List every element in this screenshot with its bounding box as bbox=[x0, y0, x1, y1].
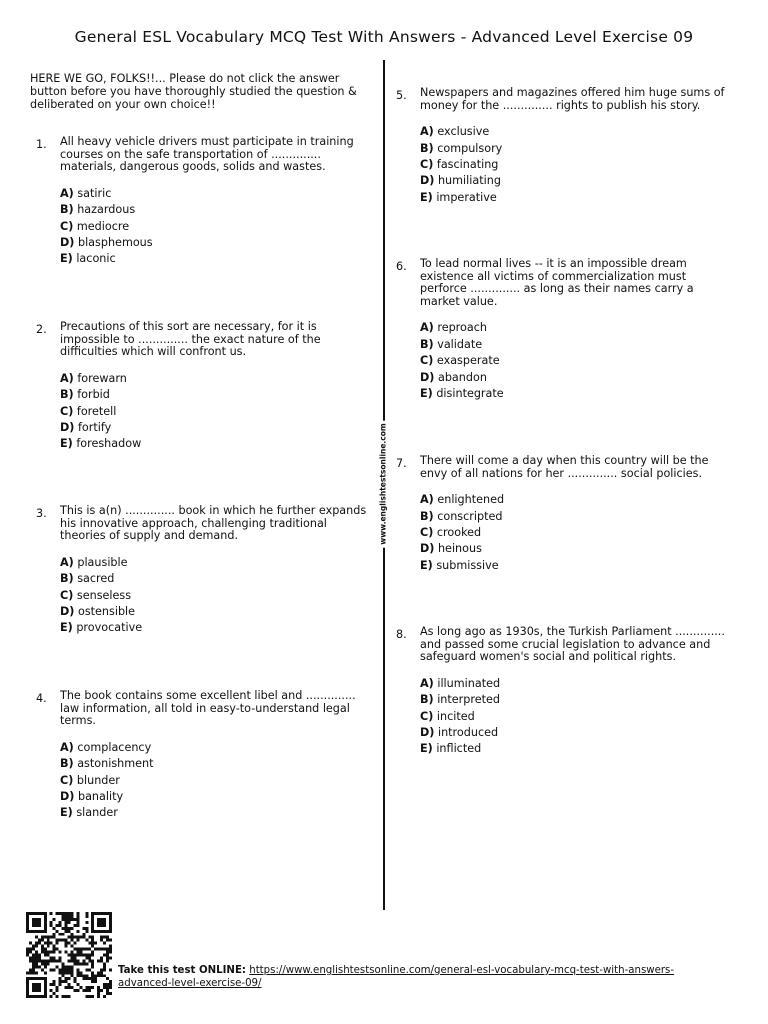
option-letter: B) bbox=[420, 141, 434, 155]
option-item bbox=[420, 541, 735, 557]
option-text: incited bbox=[436, 709, 475, 723]
option-item bbox=[60, 588, 375, 604]
option-item bbox=[60, 620, 375, 636]
option-list bbox=[420, 492, 735, 574]
option-letter: D) bbox=[420, 542, 435, 556]
qr-code-icon bbox=[24, 912, 114, 998]
option-text: exasperate bbox=[436, 354, 500, 368]
option-text: provocative bbox=[76, 621, 143, 635]
question-text: This is a(n) .............. book in which he further expands his innovative approach, challenging traditional theories of supply and demand. bbox=[60, 504, 367, 543]
option-item bbox=[60, 756, 375, 772]
option-letter: D) bbox=[60, 421, 75, 434]
option-text: interpreted bbox=[437, 693, 500, 707]
option-text: astonishment bbox=[77, 757, 154, 771]
option-text: illuminated bbox=[437, 676, 501, 690]
option-letter: C) bbox=[60, 404, 74, 418]
option-letter: C) bbox=[60, 588, 74, 602]
option-list bbox=[420, 676, 735, 758]
option-letter: E) bbox=[60, 621, 73, 635]
option-text: abandon bbox=[437, 370, 487, 384]
option-text: hazardous bbox=[77, 203, 136, 217]
option-item bbox=[60, 202, 375, 218]
option-item bbox=[420, 157, 735, 173]
option-item bbox=[420, 141, 735, 157]
option-item bbox=[60, 404, 375, 420]
option-item bbox=[60, 219, 375, 235]
option-item bbox=[420, 741, 735, 757]
option-item bbox=[420, 509, 735, 525]
option-item bbox=[420, 492, 735, 508]
footer bbox=[118, 964, 718, 990]
question-number: 5. bbox=[396, 89, 407, 102]
option-text: inflicted bbox=[436, 742, 482, 756]
option-letter: D) bbox=[60, 790, 75, 803]
option-letter: A) bbox=[420, 125, 434, 139]
question-7 bbox=[396, 455, 735, 574]
question-number: 3. bbox=[36, 507, 47, 520]
option-item bbox=[60, 805, 375, 821]
option-item bbox=[420, 337, 735, 353]
option-item bbox=[60, 235, 375, 251]
option-letter: D) bbox=[60, 236, 75, 249]
question-number: 8. bbox=[396, 628, 407, 641]
option-item bbox=[420, 558, 735, 574]
option-list bbox=[60, 555, 375, 637]
question-6 bbox=[396, 258, 735, 402]
question-3 bbox=[36, 505, 375, 637]
option-text: reproach bbox=[437, 321, 487, 335]
option-text: foreshadow bbox=[76, 437, 142, 451]
question-text: The book contains some excellent libel and .............. law information, all told in easy-to-understand legal terms. bbox=[60, 689, 356, 728]
option-text: banality bbox=[77, 790, 124, 803]
option-letter: C) bbox=[60, 219, 74, 233]
option-letter: A) bbox=[420, 493, 434, 507]
option-item bbox=[60, 773, 375, 789]
option-text: heinous bbox=[437, 542, 482, 556]
footer-link[interactable]: https://www.englishtestsonline.com/general-esl-vocabulary-mcq-test-with-answers-advanced-level-exercise-09/ bbox=[118, 965, 675, 989]
option-item bbox=[60, 371, 375, 387]
option-text: imperative bbox=[436, 190, 497, 204]
question-text: To lead normal lives -- it is an impossible dream existence all victims of commercialization must perforce .............. as long as their names carry a market value. bbox=[420, 257, 694, 308]
option-text: complacency bbox=[77, 740, 152, 754]
question-number: 2. bbox=[36, 323, 47, 336]
option-text: plausible bbox=[77, 555, 128, 569]
option-letter: A) bbox=[60, 371, 74, 385]
option-item bbox=[420, 353, 735, 369]
option-text: satiric bbox=[77, 186, 112, 200]
option-text: fortify bbox=[77, 421, 112, 434]
option-letter: C) bbox=[420, 709, 434, 723]
option-text: enlightened bbox=[437, 493, 505, 507]
option-letter: E) bbox=[60, 806, 73, 820]
option-letter: B) bbox=[60, 757, 74, 771]
option-text: laconic bbox=[76, 252, 116, 266]
option-item bbox=[420, 725, 735, 741]
option-text: validate bbox=[437, 337, 483, 351]
question-5 bbox=[396, 87, 735, 206]
option-list bbox=[60, 740, 375, 822]
option-letter: D) bbox=[420, 174, 435, 188]
option-text: senseless bbox=[76, 588, 132, 602]
option-letter: A) bbox=[60, 555, 74, 569]
option-item bbox=[60, 571, 375, 587]
option-item bbox=[60, 789, 375, 805]
option-item bbox=[60, 604, 375, 620]
option-letter: D) bbox=[420, 370, 435, 384]
option-text: blunder bbox=[76, 773, 120, 787]
option-list bbox=[420, 124, 735, 206]
option-letter: C) bbox=[420, 526, 434, 539]
question-text: There will come a day when this country will be the envy of all nations for her .............. social policies. bbox=[420, 454, 709, 480]
option-text: crooked bbox=[436, 526, 482, 539]
option-letter: B) bbox=[60, 572, 74, 586]
watermark: www.englishtestsonline.com bbox=[379, 420, 388, 547]
option-item bbox=[420, 525, 735, 541]
option-text: exclusive bbox=[437, 125, 490, 139]
option-item bbox=[420, 320, 735, 336]
option-item bbox=[420, 709, 735, 725]
option-letter: C) bbox=[420, 354, 434, 368]
question-text: All heavy vehicle drivers must participate in training courses on the safe transportation of .............. materials, dangerous goods, solids and wastes. bbox=[60, 135, 354, 174]
question-text: Newspapers and magazines offered him huge sums of money for the .............. rights to publish his story. bbox=[420, 86, 725, 112]
option-letter: B) bbox=[60, 388, 74, 402]
option-item bbox=[420, 386, 735, 402]
option-letter: A) bbox=[60, 186, 74, 200]
option-item bbox=[60, 436, 375, 452]
option-item bbox=[420, 692, 735, 708]
option-letter: A) bbox=[60, 740, 74, 754]
option-text: blasphemous bbox=[77, 236, 153, 249]
option-letter: E) bbox=[420, 387, 433, 400]
option-letter: D) bbox=[60, 605, 75, 618]
option-item bbox=[60, 420, 375, 436]
option-letter: E) bbox=[420, 742, 433, 756]
option-text: disintegrate bbox=[436, 387, 504, 400]
option-item bbox=[60, 740, 375, 756]
option-letter: B) bbox=[420, 693, 434, 707]
option-text: slander bbox=[76, 806, 118, 820]
option-item bbox=[60, 555, 375, 571]
option-text: introduced bbox=[437, 726, 499, 739]
option-text: conscripted bbox=[437, 509, 503, 523]
option-item bbox=[420, 676, 735, 692]
option-list bbox=[60, 186, 375, 268]
question-2 bbox=[36, 321, 375, 453]
option-item bbox=[420, 124, 735, 140]
option-text: ostensible bbox=[77, 605, 136, 618]
option-letter: C) bbox=[60, 773, 74, 787]
option-text: forewarn bbox=[77, 371, 127, 385]
option-letter: E) bbox=[60, 437, 73, 451]
option-text: fascinating bbox=[436, 158, 499, 171]
option-letter: D) bbox=[420, 726, 435, 739]
question-number: 6. bbox=[396, 260, 407, 273]
option-list bbox=[420, 320, 735, 402]
option-text: submissive bbox=[436, 558, 499, 572]
option-item bbox=[420, 190, 735, 206]
page-title: General ESL Vocabulary MCQ Test With Answers - Advanced Level Exercise 09 bbox=[74, 28, 694, 46]
option-letter: B) bbox=[420, 337, 434, 351]
option-text: compulsory bbox=[437, 141, 503, 155]
option-text: mediocre bbox=[76, 219, 130, 233]
option-letter: E) bbox=[420, 190, 433, 204]
question-number: 7. bbox=[396, 457, 407, 470]
option-item bbox=[60, 251, 375, 267]
option-text: forbid bbox=[77, 388, 110, 402]
footer-label: Take this test ONLINE: bbox=[118, 965, 246, 976]
question-1 bbox=[36, 136, 375, 268]
question-number: 4. bbox=[36, 692, 47, 705]
option-item bbox=[420, 173, 735, 189]
option-text: sacred bbox=[77, 572, 115, 586]
option-text: foretell bbox=[76, 404, 117, 418]
question-text: Precautions of this sort are necessary, for it is impossible to .............. the exact nature of the difficulties which will confront us. bbox=[60, 320, 321, 359]
question-4 bbox=[36, 690, 375, 822]
option-letter: A) bbox=[420, 321, 434, 335]
intro-text: HERE WE GO, FOLKS!!... Please do not click the answer button before you have thoroughly studied the question & deliberated on your own choice!! bbox=[30, 72, 357, 111]
option-item bbox=[420, 370, 735, 386]
option-item bbox=[60, 186, 375, 202]
question-8 bbox=[396, 626, 735, 758]
option-letter: A) bbox=[420, 676, 434, 690]
option-text: humiliating bbox=[437, 174, 501, 188]
option-letter: B) bbox=[60, 203, 74, 217]
option-letter: B) bbox=[420, 509, 434, 523]
option-letter: E) bbox=[420, 558, 433, 572]
option-item bbox=[60, 387, 375, 403]
option-letter: E) bbox=[60, 252, 73, 266]
option-letter: C) bbox=[420, 158, 434, 171]
question-text: As long ago as 1930s, the Turkish Parliament .............. and passed some crucial legislation to advance and safeguard women's social and political rights. bbox=[420, 625, 725, 664]
option-list bbox=[60, 371, 375, 453]
question-number: 1. bbox=[36, 138, 47, 151]
